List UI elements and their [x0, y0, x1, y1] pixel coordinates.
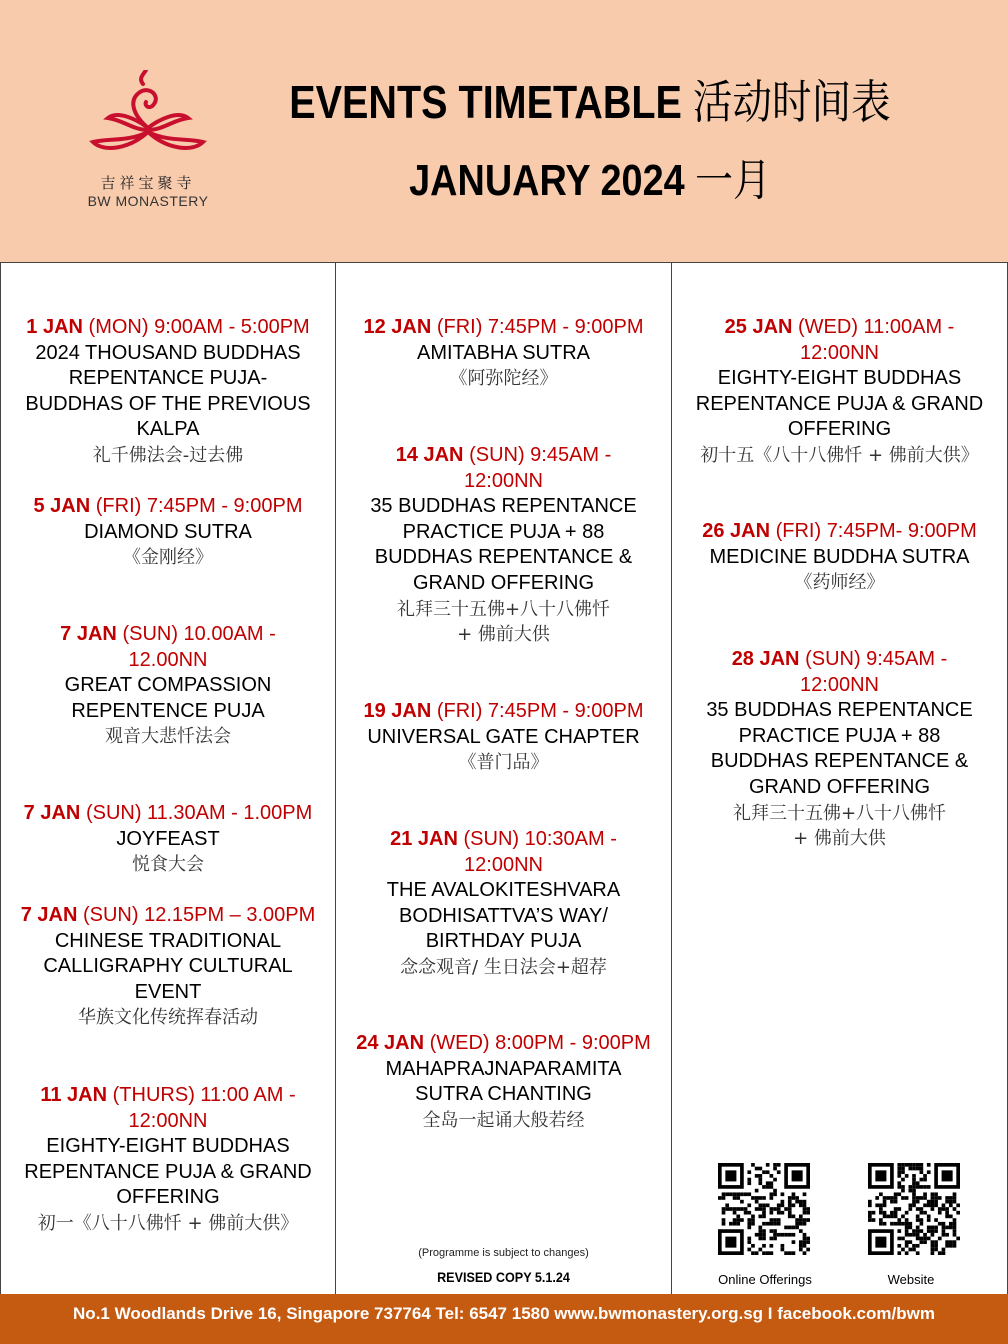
event-title-line: BODHISATTVA’S WAY/	[399, 904, 608, 927]
event-time: (SUN) 12.15PM – 3.00PM	[82, 904, 316, 926]
event-chinese-title: 礼拜三十五佛+八十八佛忏 + 佛前大供	[396, 598, 611, 646]
page-title	[280, 66, 899, 132]
event-datetime	[1, 622, 335, 648]
event-title-line: CALLIGRAPHY CULTURAL	[43, 955, 293, 978]
event-title-line: JOYFEAST	[116, 827, 220, 850]
event-title-line: MAHAPRAJNAPARAMITA	[385, 1057, 622, 1080]
website-label: Website	[887, 1272, 935, 1287]
event-chinese-title: 《普门品》	[458, 752, 549, 774]
event-datetime	[1, 801, 335, 827]
event-time: (WED) 8:00PM - 9:00PM	[429, 1032, 651, 1054]
event-datetime	[336, 827, 671, 853]
event-title-line: GRAND OFFERING	[748, 775, 931, 798]
event-chinese-title: 礼千佛法会-过去佛	[92, 444, 244, 466]
event-title-line: PRACTICE PUJA + 88	[738, 724, 941, 747]
event-title-line: GREAT COMPASSION	[64, 674, 272, 697]
event-datetime	[672, 519, 1007, 545]
event-datetime	[336, 699, 671, 725]
event-datetime	[1, 903, 335, 929]
event-chinese-title: 《药师经》	[794, 572, 885, 594]
event-date: 7 JAN	[20, 904, 78, 926]
event-time: (SUN) 10:30AM -	[463, 828, 617, 850]
month-english: JANUARY 2024	[409, 156, 685, 205]
event-date: 7 JAN	[60, 623, 117, 645]
event-entry	[336, 1031, 671, 1133]
event-title-line: BIRTHDAY PUJA	[425, 930, 582, 953]
event-datetime	[1, 494, 335, 520]
event-chinese-title: 《金刚经》	[123, 547, 213, 569]
event-title-line: DIAMOND SUTRA	[84, 520, 252, 543]
event-title-line: BUDDHAS REPENTANCE &	[374, 546, 633, 569]
event-time: (MON) 9:00AM - 5:00PM	[88, 316, 310, 338]
event-time-cont: 12:00NN	[800, 341, 879, 364]
timetable	[0, 262, 1008, 1294]
event-chinese-title: 念念观音/ 生日法会+超荐	[400, 956, 607, 978]
header-banner	[0, 0, 1008, 262]
month-chinese: 一月	[695, 155, 771, 206]
column-2	[336, 263, 672, 1295]
event-entry	[336, 315, 671, 392]
event-time: (FRI) 7:45PM - 9:00PM	[95, 495, 303, 517]
event-chinese-title: 礼拜三十五佛+八十八佛忏 + 佛前大供	[732, 802, 947, 850]
event-title-line: OFFERING	[787, 418, 892, 441]
event-time: (FRI) 7:45PM- 9:00PM	[775, 520, 977, 542]
event-date: 25 JAN	[724, 316, 793, 338]
revised-copy-label: REVISED COPY 5.1.24	[437, 1269, 570, 1285]
event-title-line: REPENTENCE PUJA	[71, 699, 265, 722]
event-time: (SUN) 10.00AM -	[122, 623, 276, 645]
event-chinese-title: 悦食大会	[132, 854, 204, 876]
event-title-line: GRAND OFFERING	[412, 571, 595, 594]
event-entry	[336, 443, 671, 648]
event-title-line: CHINESE TRADITIONAL	[54, 929, 282, 952]
event-chinese-title: 初十五《八十八佛忏 + 佛前大供》	[700, 444, 979, 466]
event-entry	[336, 827, 671, 981]
logo	[78, 70, 218, 209]
event-entry	[1, 622, 335, 750]
title-english: EVENTS TIMETABLE	[289, 76, 682, 128]
event-title-line: 35 BUDDHAS REPENTANCE	[370, 495, 637, 518]
event-date: 7 JAN	[23, 802, 81, 824]
event-date: 11 JAN	[40, 1084, 108, 1106]
event-time: (SUN) 9:45AM -	[805, 648, 948, 670]
event-title-line: EIGHTY-EIGHT BUDDHAS	[717, 367, 962, 390]
event-date: 21 JAN	[390, 828, 458, 850]
event-time-cont: 12:00NN	[800, 673, 879, 696]
event-chinese-title: 全岛一起诵大般若经	[422, 1109, 585, 1131]
event-title-line: REPENTANCE PUJA & GRAND	[695, 392, 984, 415]
event-time-cont: 12:00NN	[464, 469, 543, 492]
event-date: 5 JAN	[33, 495, 91, 517]
event-title-line: EVENT	[134, 980, 202, 1003]
event-title-line: MEDICINE BUDDHA SUTRA	[709, 545, 970, 568]
event-datetime	[672, 315, 1007, 341]
event-chinese-title: 华族文化传统挥春活动	[78, 1007, 258, 1029]
disclaimer-note: (Programme is subject to changes)	[418, 1247, 589, 1259]
event-entry	[672, 315, 1007, 469]
title-chinese: 活动时间表	[692, 75, 891, 129]
event-time: (WED) 11:00AM -	[798, 316, 955, 338]
event-title-line: KALPA	[136, 418, 200, 441]
event-date: 1 JAN	[26, 316, 83, 338]
event-time: (FRI) 7:45PM - 9:00PM	[436, 316, 644, 338]
event-title-line: AMITABHA SUTRA	[417, 341, 590, 364]
event-time-cont: 12:00NN	[128, 1109, 208, 1132]
event-time-cont: 12:00NN	[464, 853, 543, 876]
event-title-line: 35 BUDDHAS REPENTANCE	[706, 699, 973, 722]
event-date: 19 JAN	[363, 700, 432, 722]
column-1	[0, 263, 336, 1295]
event-title-line: THE AVALOKITESHVARA	[386, 879, 621, 902]
event-title-line: BUDDHAS OF THE PREVIOUS	[25, 392, 311, 415]
event-entry	[672, 647, 1007, 852]
lotus-logo-icon	[88, 70, 208, 165]
month-title	[280, 144, 899, 208]
event-entry	[1, 903, 335, 1031]
event-title-line: BUDDHAS REPENTANCE &	[710, 750, 969, 773]
event-date: 26 JAN	[702, 520, 771, 542]
event-datetime	[672, 647, 1007, 673]
online-offerings-label: Online Offerings	[718, 1272, 812, 1287]
event-entry	[1, 801, 335, 878]
event-entry	[1, 1083, 335, 1237]
event-chinese-title: 初一《八十八佛忏 + 佛前大供》	[37, 1212, 299, 1234]
event-title-line: REPENTANCE PUJA & GRAND	[24, 1160, 312, 1183]
event-date: 12 JAN	[363, 316, 432, 338]
qr-code-online-offerings-icon[interactable]	[718, 1163, 810, 1255]
event-datetime	[1, 1083, 335, 1109]
event-title-line: EIGHTY-EIGHT BUDDHAS	[46, 1135, 290, 1158]
logo-english-name: BW MONASTERY	[87, 193, 209, 209]
event-time: (FRI) 7:45PM - 9:00PM	[436, 700, 644, 722]
event-title-line: 2024 THOUSAND BUDDHAS	[35, 341, 301, 364]
event-title-line: PRACTICE PUJA + 88	[402, 520, 605, 543]
event-entry	[672, 519, 1007, 596]
event-title-line: UNIVERSAL GATE CHAPTER	[367, 725, 640, 748]
event-date: 28 JAN	[731, 648, 800, 670]
event-date: 14 JAN	[395, 444, 464, 466]
event-time: (SUN) 9:45AM -	[469, 444, 612, 466]
event-entry	[1, 315, 335, 469]
logo-chinese-name: 吉祥宝聚寺	[100, 174, 196, 192]
event-datetime	[1, 315, 335, 341]
footer-contact: No.1 Woodlands Drive 16, Singapore 737764 Tel: 6547 1580 www.bwmonastery.org.sg I facebook.com/bwm	[0, 1294, 1008, 1344]
event-title-line: OFFERING	[116, 1186, 220, 1209]
event-title-line: REPENTANCE PUJA-	[68, 367, 268, 390]
event-time: (SUN) 11.30AM - 1.00PM	[85, 802, 313, 824]
event-entry	[336, 699, 671, 776]
event-chinese-title: 观音大悲忏法会	[105, 726, 231, 748]
event-title-line: SUTRA CHANTING	[415, 1083, 592, 1106]
column-3	[672, 263, 1008, 1295]
event-entry	[1, 494, 335, 571]
event-date: 24 JAN	[356, 1032, 425, 1054]
event-time-cont: 12.00NN	[128, 648, 208, 671]
event-time: (THURS) 11:00 AM -	[112, 1084, 296, 1106]
event-datetime	[336, 1031, 671, 1057]
event-datetime	[336, 443, 671, 469]
qr-code-website-icon[interactable]	[868, 1163, 960, 1255]
event-datetime	[336, 315, 671, 341]
event-chinese-title: 《阿弥陀经》	[449, 368, 558, 390]
